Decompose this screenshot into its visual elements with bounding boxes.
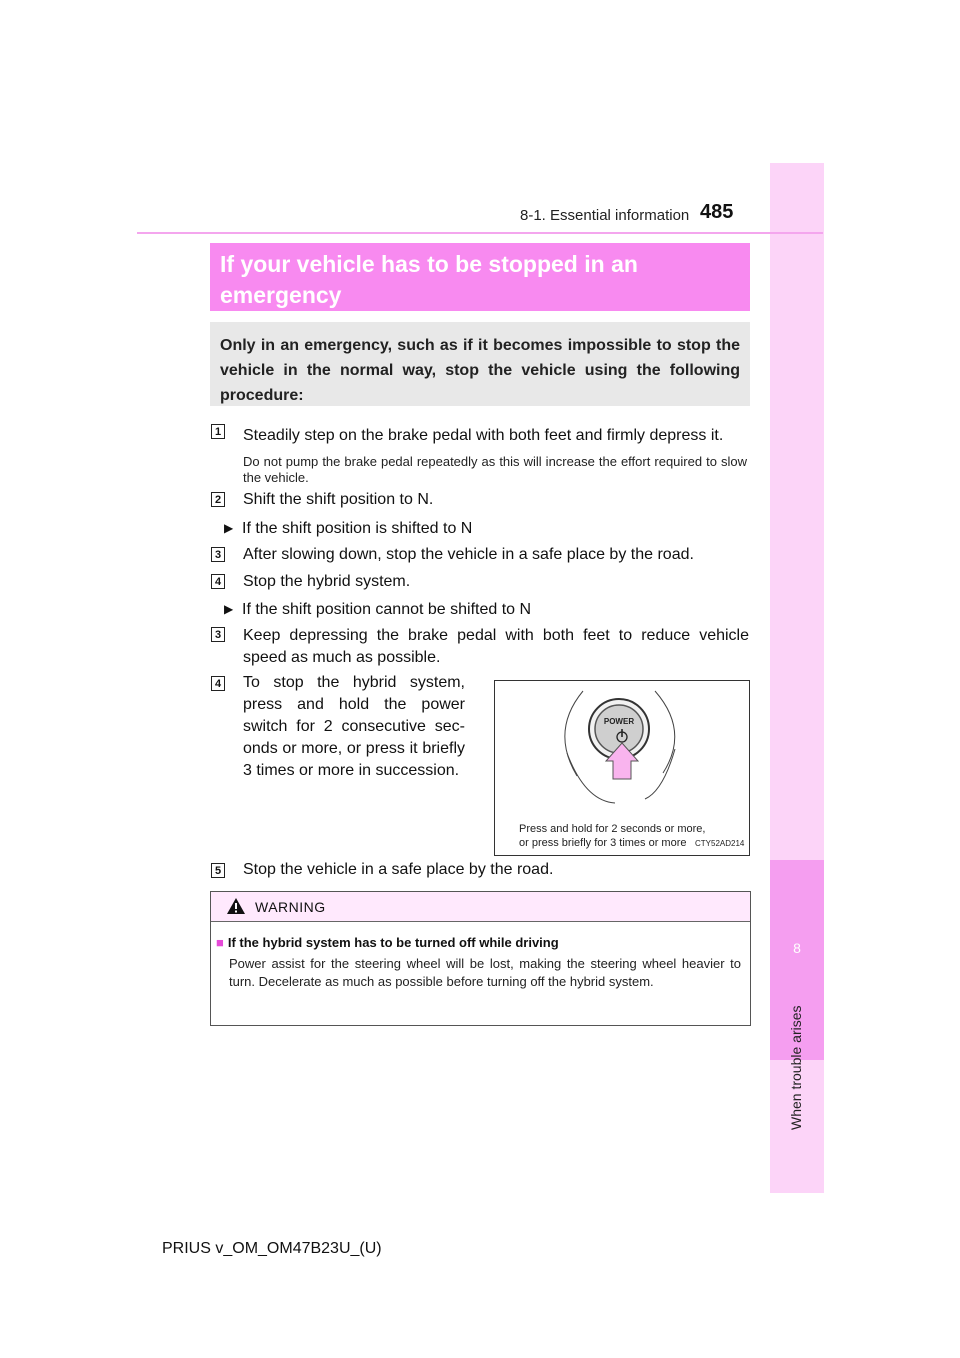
title-line: emergency: [220, 282, 342, 308]
footer-doc-id: PRIUS v_OM_OM47B23U_(U): [162, 1240, 382, 1257]
condition-bullet: [224, 517, 744, 540]
warning-subtitle-text: If the hybrid system has to be turned off while driving: [227, 935, 559, 950]
condition-text: If the shift position is shifted to N: [242, 520, 473, 537]
step-line: switch for 2 consecutive sec-: [243, 718, 465, 735]
page-title: [220, 249, 750, 311]
step-note: Do not pump the brake pedal repeatedly as this will increase the effort required to slow the vehicle.: [243, 454, 747, 485]
chapter-number: 8: [793, 940, 801, 956]
intro-box: [210, 322, 750, 406]
caption-line: or press briefly for 3 times or more: [519, 837, 687, 849]
step-text: Stop the hybrid system.: [243, 573, 411, 590]
caption-line: Press and hold for 2 seconds or more,: [519, 823, 706, 835]
step-text: [243, 672, 465, 782]
warning-subtitle: [216, 935, 559, 950]
figure-code: CTY52AD214: [695, 839, 745, 848]
step-number: 4: [211, 574, 225, 589]
condition-text: If the shift position cannot be shifted to N: [242, 601, 532, 618]
page-number: 485: [700, 201, 734, 223]
step-text: [243, 625, 749, 669]
section-heading: 8-1. Essential information: [520, 207, 690, 224]
step-number: 1: [211, 424, 225, 439]
step-line: onds or more, or press it briefly: [243, 740, 465, 757]
square-bullet-icon: ■: [216, 935, 224, 950]
step-number: 2: [211, 492, 225, 507]
warning-triangle-icon: [226, 897, 246, 915]
header-rule: [137, 232, 823, 234]
power-button-label: POWER: [603, 717, 635, 726]
step-text: After slowing down, stop the vehicle in a safe place by the road.: [243, 546, 694, 563]
title-line: If your vehicle has to be stopped in an: [220, 251, 638, 277]
step-line: To stop the hybrid system,: [243, 674, 465, 691]
step-line: press and hold the power: [243, 696, 465, 713]
intro-text: Only in an emergency, such as if it becomes impossible to stop the vehicle in the normal way, stop the vehicle using the following procedure:: [220, 337, 740, 404]
step-number: 3: [211, 627, 225, 642]
warning-label: WARNING: [255, 899, 326, 915]
motion-arc: [645, 749, 675, 799]
step-number: 4: [211, 676, 225, 691]
motion-arc: [565, 691, 583, 776]
triangle-bullet-icon: ▶: [224, 521, 234, 535]
title-banner: [210, 243, 750, 311]
step-text: Steadily step on the brake pedal with both feet and firmly depress it.: [243, 427, 724, 444]
step-text: Shift the shift position to N.: [243, 491, 434, 508]
warning-text: Power assist for the steering wheel will be lost, making the steering wheel heavier to turn. Decelerate as much as possible before turning off the hybrid system.: [229, 956, 741, 989]
condition-bullet: [224, 598, 744, 621]
triangle-bullet-icon: ▶: [224, 602, 234, 616]
step-text: Stop the vehicle in a safe place by the road.: [243, 861, 554, 878]
step-number: 5: [211, 863, 225, 878]
step-number: 3: [211, 547, 225, 562]
step-line: 3 times or more in succession.: [243, 762, 460, 779]
chapter-title: When trouble arises: [788, 1005, 804, 1130]
figure-caption: [519, 822, 705, 850]
step-line: speed as much as possible.: [243, 649, 441, 666]
step-line: Keep depressing the brake pedal with both feet to reduce vehicle: [243, 627, 749, 644]
